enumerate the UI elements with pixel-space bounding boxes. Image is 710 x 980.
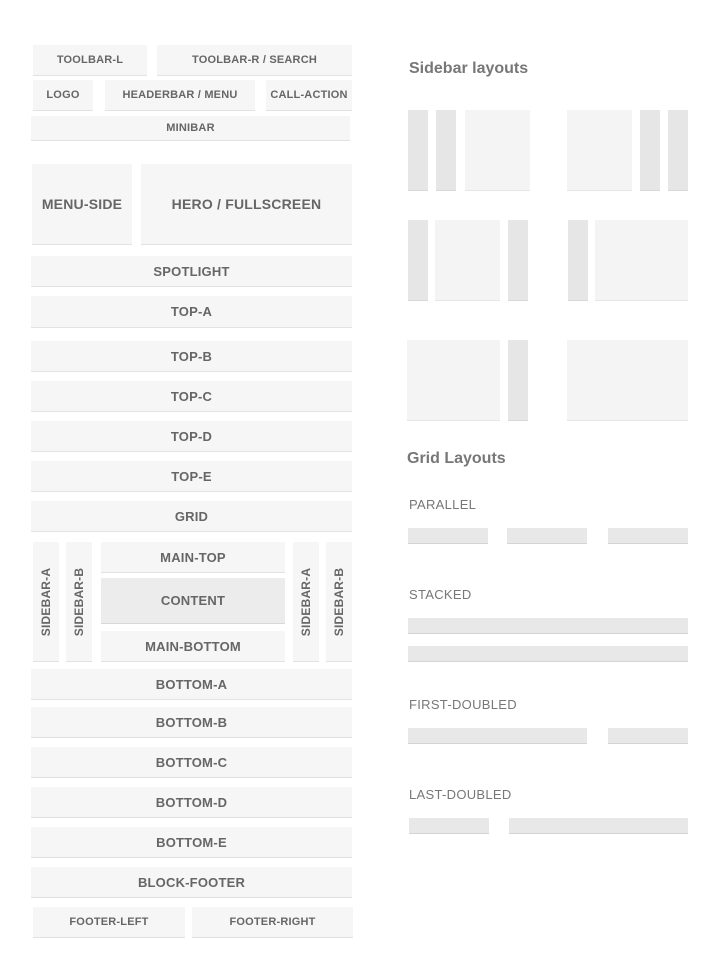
grid-parallel-label: PARALLEL	[409, 497, 477, 512]
block-label: SIDEBAR-A	[39, 567, 53, 636]
grid-first-doubled-col-2	[608, 728, 688, 744]
block-sidebar-b-right	[326, 542, 352, 662]
block-label: TOOLBAR-L	[56, 54, 124, 66]
block-label: BOTTOM-C	[155, 754, 228, 770]
sidebar-layout-4-sidebar-a	[568, 220, 588, 301]
grid-layouts-heading: Grid Layouts	[407, 450, 506, 467]
block-label: BOTTOM-A	[155, 676, 228, 692]
sidebar-layout-5-content	[407, 340, 500, 421]
sidebar-layout-3-sidebar-b	[508, 220, 528, 301]
block-spotlight	[31, 256, 352, 287]
block-label: FOOTER-RIGHT	[229, 916, 316, 928]
block-block-footer	[31, 867, 352, 898]
block-label: LOGO	[46, 89, 80, 101]
block-label: BOTTOM-B	[155, 714, 228, 730]
block-footer-left	[33, 907, 185, 938]
block-content	[101, 578, 285, 624]
block-label: TOP-A	[170, 304, 213, 319]
grid-first-doubled-label: FIRST-DOUBLED	[409, 697, 517, 712]
block-label: BOTTOM-D	[155, 794, 228, 810]
block-label: HERO / FULLSCREEN	[171, 196, 322, 212]
block-sidebar-b-left	[66, 542, 92, 662]
block-sidebar-a-left	[33, 542, 59, 662]
block-label: MINIBAR	[166, 122, 215, 134]
block-label: MENU-SIDE	[41, 196, 123, 212]
block-bottom-b	[31, 707, 352, 738]
block-label: BOTTOM-E	[156, 834, 227, 850]
block-label: CALL-ACTION	[270, 89, 348, 101]
block-bottom-c	[31, 747, 352, 778]
grid-stacked-row-1	[408, 618, 688, 634]
block-label: TOP-D	[170, 428, 213, 444]
block-label: SPOTLIGHT	[153, 263, 230, 279]
block-toolbar-l	[33, 45, 147, 76]
block-logo	[33, 80, 93, 111]
block-label: CONTENT	[160, 593, 226, 608]
sidebar-layout-4-content	[595, 220, 688, 301]
block-toolbar-r-search	[157, 45, 352, 76]
grid-parallel-col-1	[408, 528, 488, 544]
block-main-top	[101, 542, 285, 573]
grid-stacked-label: STACKED	[409, 587, 472, 602]
grid-last-doubled-label: LAST-DOUBLED	[409, 787, 512, 802]
sidebar-layout-1-content	[465, 110, 530, 191]
grid-stacked-row-2	[408, 646, 688, 662]
block-minibar	[31, 116, 350, 141]
block-label: FOOTER-LEFT	[69, 916, 149, 928]
block-grid	[31, 501, 352, 532]
block-label: SIDEBAR-B	[72, 567, 86, 636]
block-label: HEADERBAR / MENU	[122, 89, 238, 101]
block-main-bottom	[101, 631, 285, 662]
block-call-action	[266, 80, 352, 111]
block-top-a	[31, 296, 352, 328]
grid-last-doubled-col-1	[409, 818, 489, 834]
block-hero-fullscreen	[141, 164, 352, 245]
sidebar-layout-6-content	[567, 340, 688, 421]
block-sidebar-a-right	[293, 542, 319, 662]
block-label: TOP-B	[170, 348, 213, 364]
block-headerbar-menu	[105, 80, 255, 111]
sidebar-layout-2-sidebar-a	[640, 110, 660, 191]
block-top-c	[31, 381, 352, 412]
grid-parallel-col-2	[507, 528, 587, 544]
block-label: MAIN-TOP	[160, 549, 226, 565]
block-label: MAIN-BOTTOM	[145, 638, 241, 654]
sidebar-layout-1-sidebar-a	[408, 110, 428, 191]
block-menu-side	[32, 164, 132, 245]
block-top-e	[31, 461, 352, 492]
block-footer-right	[192, 907, 353, 938]
block-bottom-d	[31, 787, 352, 818]
sidebar-layout-1-sidebar-b	[436, 110, 456, 191]
sidebar-layout-5-sidebar-b	[508, 340, 528, 421]
block-label: TOP-E	[171, 468, 212, 484]
block-label: TOP-C	[170, 388, 213, 404]
block-label: BLOCK-FOOTER	[137, 874, 246, 890]
sidebar-layout-2-content	[567, 110, 632, 191]
block-bottom-e	[31, 827, 352, 858]
block-label: GRID	[174, 508, 209, 524]
sidebar-layout-3-content	[435, 220, 500, 301]
block-label: SIDEBAR-A	[299, 567, 313, 636]
grid-first-doubled-col-1	[408, 728, 587, 744]
sidebar-layouts-heading: Sidebar layouts	[409, 60, 529, 77]
grid-last-doubled-col-2	[509, 818, 688, 834]
block-top-b	[31, 341, 352, 372]
block-label: SIDEBAR-B	[332, 567, 346, 636]
block-bottom-a	[31, 669, 352, 700]
sidebar-layout-2-sidebar-b	[668, 110, 688, 191]
grid-parallel-col-3	[608, 528, 688, 544]
block-top-d	[31, 421, 352, 452]
block-label: TOOLBAR-R / SEARCH	[191, 54, 317, 66]
sidebar-layout-3-sidebar-a	[408, 220, 428, 301]
